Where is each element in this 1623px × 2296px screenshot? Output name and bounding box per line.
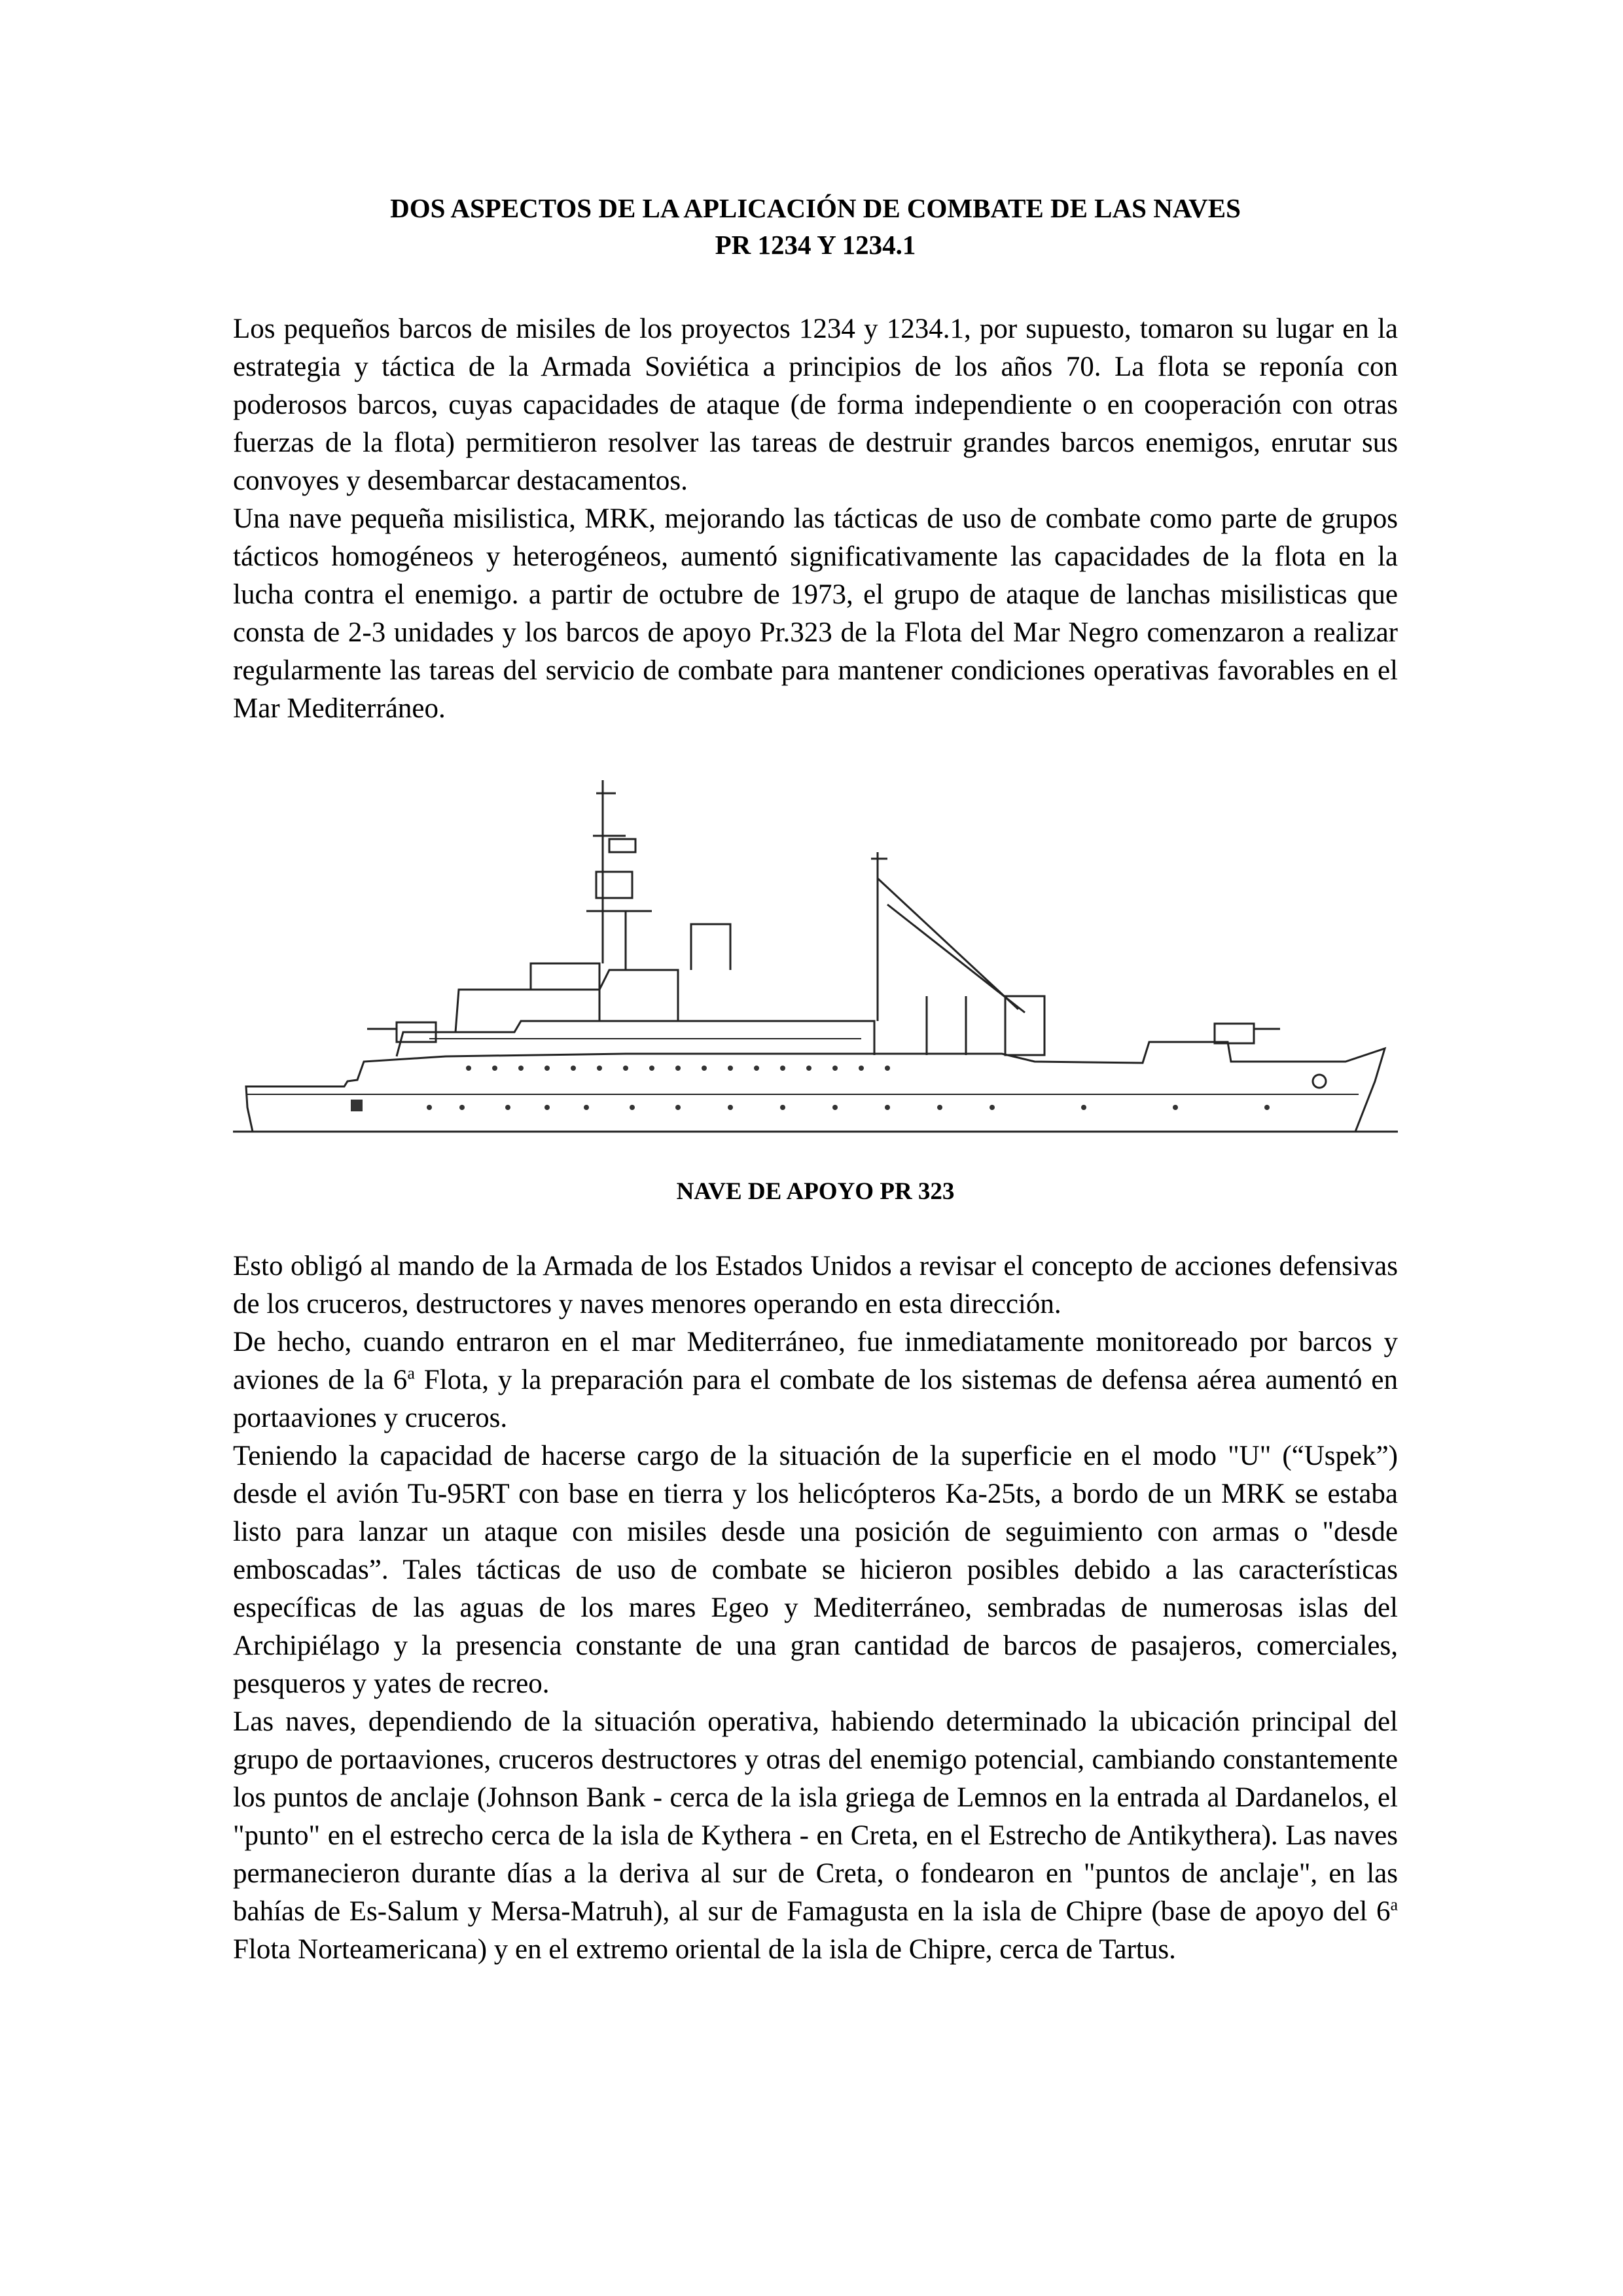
- ordinal-superscript: a: [1390, 1895, 1398, 1914]
- paragraph-anchor-points: [233, 1703, 1398, 1969]
- paragraph-sixth-fleet-text-a: De hecho, cuando entraron en el mar Mediterráneo, fue inmediatamente monitoreado por barcos y aviones de la 6: [233, 1327, 1398, 1395]
- paragraph-mrk-tactics: Una nave pequeña misilistica, MRK, mejorando las tácticas de uso de combate como parte de grupos tácticos homogéneos y heterogéneos, aumentó significativamente las capacidades de la flota en la lucha contra el enemigo. a partir de octubre de 1973, el grupo de ataque de lanchas misilisticas que consta de 2-3 unidades y los barcos de apoyo Pr.323 de la Flota del Mar Negro comenzaron a realizar regularmente las tareas del servicio de combate para mantener condiciones operativas favorables en el Mar Mediterráneo.: [233, 503, 1398, 724]
- document-page: [233, 190, 1398, 1969]
- ship-drawing-icon: [233, 774, 1398, 1153]
- paragraph-sixth-fleet: [233, 1323, 1398, 1437]
- paragraph-uspek-tactics: Teniendo la capacidad de hacerse cargo de la situación de la superficie en el modo "U" (“Uspek”) desde el avión Tu-95RT con base en tierra y los helicópteros Ka-25ts, a bordo de un MRK se estaba listo para lanzar un ataque con misiles desde una posición de seguimiento con armas o "desde emboscadas”. Tales tácticas de uso de combate se hicieron posibles debido a las características específicas de las aguas de los mares Egeo y Mediterráneo, sembradas de numerosas islas del Archipiélago y la presencia constante de una gran cantidad de barcos de pasajeros, comerciales, pesqueros y yates de recreo.: [233, 1441, 1398, 1699]
- title-line-1: DOS ASPECTOS DE LA APLICACIÓN DE COMBATE DE LAS NAVES: [390, 193, 1241, 223]
- paragraph-intro: Los pequeños barcos de misiles de los proyectos 1234 y 1234.1, por supuesto, tomaron su lugar en la estrategia y táctica de la Armada Soviética a principios de los años 70. La flota se reponía con poderosos barcos, cuyas capacidades de ataque (de forma independiente o en cooperación con otras fuerzas de la flota) permitieron resolver las tareas de destruir grandes barcos enemigos, enrutar sus convoyes y desembarcar destacamentos.: [233, 314, 1398, 496]
- document-title: [233, 190, 1398, 263]
- ship-figure: [233, 774, 1398, 1153]
- paragraph-anchor-points-text-b: Flota Norteamericana) y en el extremo oriental de la isla de Chipre, cerca de Tartus.: [233, 1934, 1176, 1965]
- paragraph-us-navy: Esto obligó al mando de la Armada de los Estados Unidos a revisar el concepto de acciones defensivas de los cruceros, destructores y naves menores operando en esta dirección.: [233, 1251, 1398, 1319]
- figure-caption: NAVE DE APOYO PR 323: [676, 1178, 955, 1205]
- paragraph-sixth-fleet-text-b: Flota, y la preparación para el combate de los sistemas de defensa aérea aumentó en portaaviones y cruceros.: [233, 1365, 1398, 1433]
- title-line-2: PR 1234 Y 1234.1: [715, 230, 916, 260]
- paragraph-anchor-points-text-a: Las naves, dependiendo de la situación operativa, habiendo determinado la ubicación principal del grupo de portaaviones, cruceros destructores y otras del enemigo potencial, cambiando constantemente los puntos de anclaje (Johnson Bank - cerca de la isla griega de Lemnos en la entrada al Dardanelos, el "punto" en el estrecho cerca de la isla de Kythera - en Creta, en el Estrecho de Antikythera). Las naves permanecieron durante días a la deriva al sur de Creta, o fondearon en "puntos de anclaje", en las bahías de Es-Salum y Mersa-Matruh), al sur de Famagusta en la isla de Chipre (base de apoyo del 6: [233, 1706, 1398, 1927]
- ordinal-superscript: a: [407, 1363, 415, 1383]
